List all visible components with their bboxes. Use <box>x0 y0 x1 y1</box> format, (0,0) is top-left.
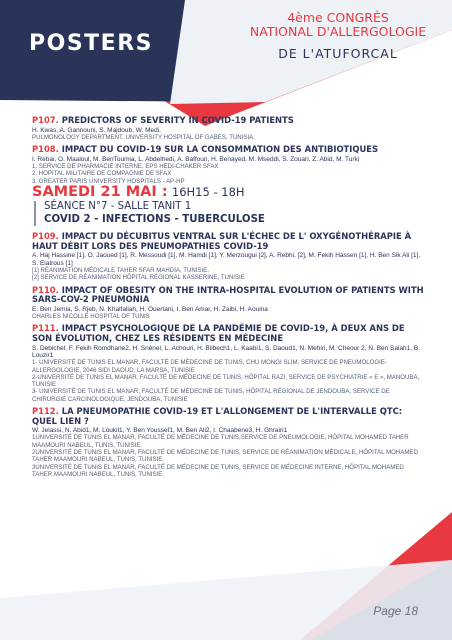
poster-authors: S. Debichel, F. Fekih Romdhane2, H. Snènel, L. Achouri, H. Blibech1, L. Kaabi1, S. Daoud1, N. Mehiri, M. Cheour 2, N. Ben Salah1, B. Louzir1 <box>32 344 421 359</box>
poster-authors: W. Jelassi, N. Abid1, M. Loukil1, Y. Ben Youssef1, M. Ben Ali2, I. Chaabene3, H. Ghrairi1 <box>32 427 288 435</box>
poster-affiliation: 2-UNIVERSITÉ DE TUNIS EL MANAR, FACULTÉ DE MÉDECINE DE TUNIS, HÔPITAL RAZI, SERVICE DE PSYCHIATRIE « E », MANOUBA, TUNISIE <box>32 373 420 389</box>
session-date: SAMEDI 21 MAI <box>32 183 157 200</box>
poster-code: P108. <box>32 144 59 155</box>
poster-affiliation: CHARLES NICOLLE HOSPITAL OF TUNIS <box>32 313 150 321</box>
poster-code: P112. <box>32 405 59 416</box>
poster-title <box>32 324 424 343</box>
poster-code: P111. <box>32 323 59 334</box>
session-day <box>32 183 424 200</box>
section-title: POSTERS <box>29 31 153 56</box>
poster-entry <box>32 116 424 141</box>
poster-affiliation: PULMONOLOGY DEPARTMENT, UNIVERSITY HOSPITAL OF GABES, TUNISIA. <box>32 133 255 141</box>
poster-title <box>32 116 424 126</box>
poster-affiliation: 2. HOPITAL MILITAIRE DE COMPAGNIE DE SFAX <box>32 170 172 178</box>
poster-entry <box>32 232 424 281</box>
entries-before <box>32 116 424 185</box>
session-date-separator: : <box>156 183 168 200</box>
poster-authors: I. Rebai, O. Maaloul, M. BenToumia, L. Abdelhedi, A. Baffoun, H. Benayed, M. Mseddi, S. Zouari, Z. Abid, M. Turki <box>32 155 360 163</box>
poster-entry <box>32 324 424 403</box>
congress-line-3: DE L'ATUFORCAL <box>278 46 398 61</box>
poster-code: P107. <box>32 115 59 125</box>
congress-title <box>248 11 428 61</box>
poster-affiliation: 3- UNIVERSITÉ DE TUNIS EL MANAR, FACULTÉ DE MÉDECINE DE TUNIS, HÔPITAL RÉGIONAL DE JENDOUBA, SERVICE DE CHIRURGIE CARCINOLOGIQUE, JENDOUBA, TUNISIE <box>32 388 390 403</box>
poster-code: P110. <box>32 284 59 295</box>
entries-after <box>32 232 424 478</box>
congress-line-2: NATIONAL D'ALLERGOLOGIE <box>249 24 427 39</box>
poster-title <box>32 232 424 251</box>
poster-code: P109. <box>32 231 59 242</box>
poster-entry <box>32 286 424 321</box>
poster-authors: A. Haj Hassine [1], O. Jaoued [1], R. Messoudi [1], M. Hamdi [1], Y. Merzougui [2], A. Rebhi, [2], M. Fekih Hassen [1], H. Ben Sik Ali [1], S. Elatrous [1] <box>32 252 421 267</box>
page-number: Page 18 <box>373 604 418 618</box>
session-room: SÉANCE N°7 - SALLE TANIT 1 <box>44 201 192 213</box>
poster-affiliation: 2UNIVERSITÉ DE TUNIS EL MANAR, FACULTÉ DE MÉDECINE DE TUNIS, SERVICE DE RÉANIMATION MÉDICALE, HÔPITAL MOHAMED TAHER MAAMOURI NABEUL, TUNIS, TUNISIE. <box>32 449 418 464</box>
poster-title <box>32 145 424 155</box>
poster-title-text: IMPACT DU COVID-19 SUR LA CONSOMMATION DES ANTIBIOTIQUES <box>61 144 379 155</box>
poster-list <box>32 116 424 482</box>
poster-title-text: IMPACT OF OBESITY ON THE INTRA-HOSPITAL EVOLUTION OF PATIENTS WITH SARS-COV-2 PNEUMONIA <box>32 284 424 305</box>
poster-title <box>32 407 424 426</box>
poster-affiliation: [2] SERVICE DE RÉANIMATION HÔPITAL RÉGIONAL KASSERINE, TUNISIE <box>32 274 245 282</box>
poster-entry <box>32 407 424 478</box>
poster-affiliation: 3UNIVERSITÉ DE TUNIS EL MANAR, FACULTÉ DE MÉDECINE DE TUNIS, SERVICE DE MÉDECINE INTERNE, HÔPITAL MOHAMED TAHER MAAMOURI NABEUL, TUNIS, TUNISIE. <box>32 463 404 478</box>
poster-affiliation: 3. GREATER PARIS UNIVERSITY HOSPITALS - AP-HP <box>32 177 185 185</box>
poster-title-text: PREDICTORS OF SEVERITY IN COVID-19 PATIENTS <box>61 115 294 125</box>
session-topic: COVID 2 - INFECTIONS - TUBERCULOSE <box>44 213 265 225</box>
poster-title-text: IMPACT PSYCHOLOGIQUE DE LA PANDÉMIE DE COVID-19, À DEUX ANS DE SON ÉVOLUTION, CHEZ LES RÉSIDENTS EN MÉDECINE <box>32 323 405 344</box>
poster-title-text: LA PNEUMOPATHIE COVID-19 ET L'ALLONGEMENT DE L'INTERVALLE QTC: QUEL LIEN ? <box>32 405 403 426</box>
poster-affiliation: 1UNIVERSITÉ DE TUNIS EL MANAR, FACULTÉ DE MÉDECINE DE TUNIS,SERVICE DE PNEUMOLOGIE, HÔPITAL MOHAMED TAHER MAAMOURI NABEUL, TUNIS, TUNISIE. <box>32 434 409 449</box>
poster-affiliation: [1] RÉANIMATION MÉDICALE TAHER SFAR MAHDIA, TUNISIE, <box>32 267 209 275</box>
session-block <box>34 201 424 226</box>
poster-entry <box>32 145 424 185</box>
poster-title <box>32 286 424 305</box>
bottom-light-band <box>0 560 452 640</box>
poster-affiliation: 1. SERVICE DE PHARMACIE INTERNE, EPS HEDI-CHAKER SFAX <box>32 163 219 171</box>
poster-authors: E. Ben Jemia, S. Rjeb, N. Khalfallah, H. Ouertani, I. Ben Amar, H. Zaibi, H. Aouina <box>32 305 268 313</box>
poster-affiliation: 1- UNIVERSITÉ DE TUNIS EL MANAR, FACULTÉ DE MÉDECINE DE TUNIS, CHU MONGI SLIM, SERVICE DE PNEUMOLOGIE-ALLERGOLOGIE, 2046 SIDI DAOUD, LA MARSA, TUNISIE <box>32 359 387 374</box>
poster-authors: H. Kwas, A. Gannouni, S. Majdoub, W. Medi. <box>32 126 161 134</box>
congress-line-1: 4ème CONGRÈS <box>287 10 389 25</box>
poster-title-text: IMPACT DU DÉCUBITUS VENTRAL SUR L'ÉCHEC DE L' OXYGÉNOTHÉRAPIE À HAUT DÉBIT LORS DES PNEUMOPATHIES COVID-19 <box>32 231 412 251</box>
session-time: 16H15 - 18H <box>171 184 245 199</box>
